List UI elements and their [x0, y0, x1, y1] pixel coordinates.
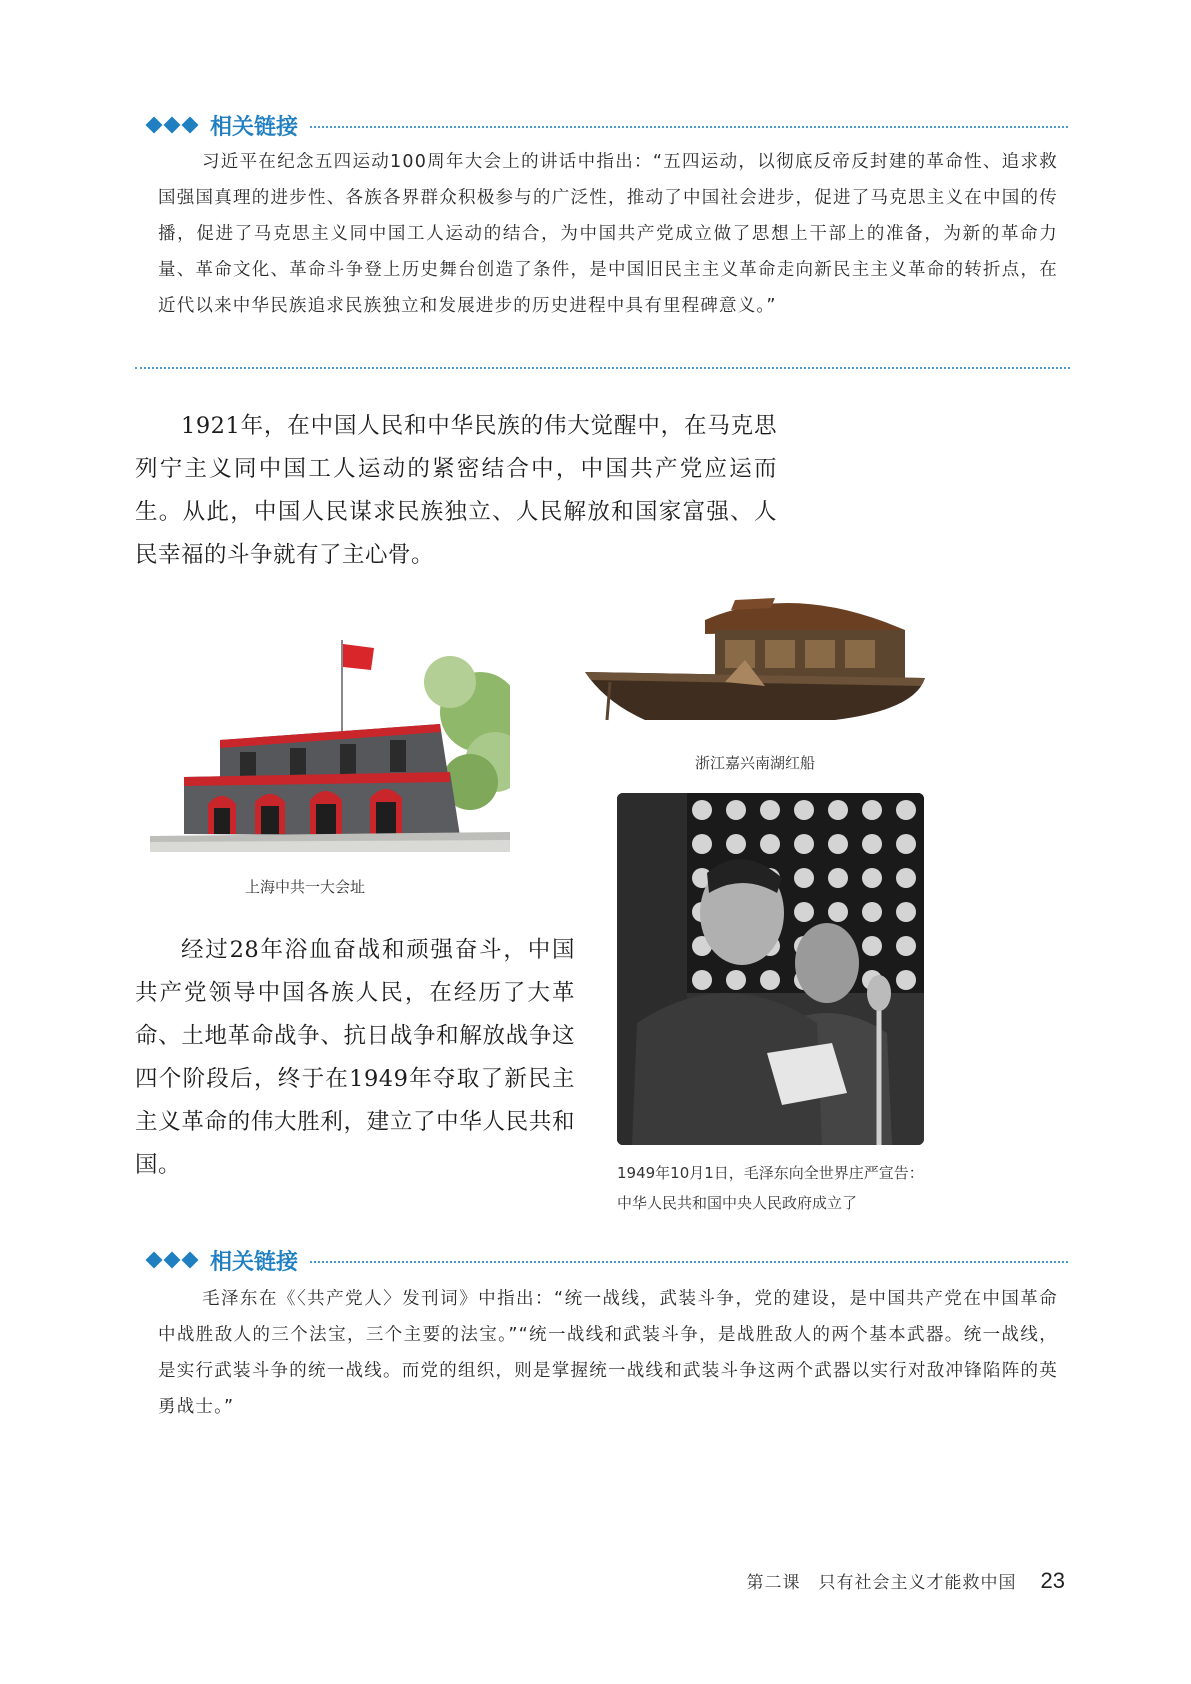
diamond-bullets-icon: [148, 1254, 196, 1266]
figure-caption-boat: 浙江嘉兴南湖红船: [695, 754, 816, 772]
divider: [135, 367, 1070, 369]
related-link-text: 毛泽东在《〈共产党人〉发刊词》中指出：“统一战线，武装斗争，党的建设，是中国共产党在中国革命中战胜敌人的三个法宝，三个主要的法宝。”“统一战线和武装斗争，是战胜敌人的两个基本武器。统一战线，是实行武装斗争的统一战线。而党的组织，则是掌握统一战线和武装斗争这两个武器以实行对敌冲锋陷阵的英勇战士。”: [158, 1289, 1058, 1417]
divider: [310, 1261, 1068, 1263]
flag-icon: [343, 644, 374, 670]
body-paragraph-2: 经过28年浴血奋战和顽强奋斗，中国共产党领导中国各族人民，在经历了大革命、土地革命战争、抗日战争和解放战争这四个阶段后，终于在1949年夺取了新民主主义革命的伟大胜利，建立了中华人民共和国。: [135, 937, 575, 1178]
diamond-bullets-icon: [148, 119, 196, 131]
founding-ceremony-photo: [617, 793, 924, 1145]
related-link-header-2: [148, 1245, 1068, 1275]
related-link-title: 相关链接: [210, 1249, 299, 1275]
divider: [310, 126, 1068, 128]
body-paragraph-1: 1921年，在中国人民和中华民族的伟大觉醒中，在马克思列宁主义同中国工人运动的紧密结合中，中国共产党应运而生。从此，中国人民谋求民族独立、人民解放和国家富强、人民幸福的斗争就有了主心骨。: [135, 413, 777, 568]
figure-caption-photo: 1949年10月1日，毛泽东向全世界庄严宣告：中华人民共和国中央人民政府成立了: [617, 1164, 924, 1212]
red-boat-image: [585, 590, 945, 740]
lesson-title: 第二课 只有社会主义才能救中国: [746, 1573, 1017, 1593]
related-link-header-1: [148, 110, 1068, 140]
related-link-text: 习近平在纪念五四运动100周年大会上的讲话中指出：“五四运动，以彻底反帝反封建的革命性、追求救国强国真理的进步性、各族各界群众积极参与的广泛性，推动了中国社会进步，促进了马克思主义在中国的传播，促进了马克思主义同中国工人运动的结合，为中国共产党成立做了思想上干部上的准备，为新的革命力量、革命文化、革命斗争登上历史舞台创造了条件，是中国旧民主主义革命走向新民主主义革命的转折点，在近代以来中华民族追求民族独立和发展进步的历史进程中具有里程碑意义。”: [158, 152, 1058, 316]
figure-caption-site: 上海中共一大会址: [245, 878, 366, 896]
congress-site-image: [150, 622, 510, 858]
page-number: 23: [1040, 1568, 1065, 1593]
related-link-title: 相关链接: [210, 114, 299, 140]
page-footer: [747, 1568, 1065, 1594]
